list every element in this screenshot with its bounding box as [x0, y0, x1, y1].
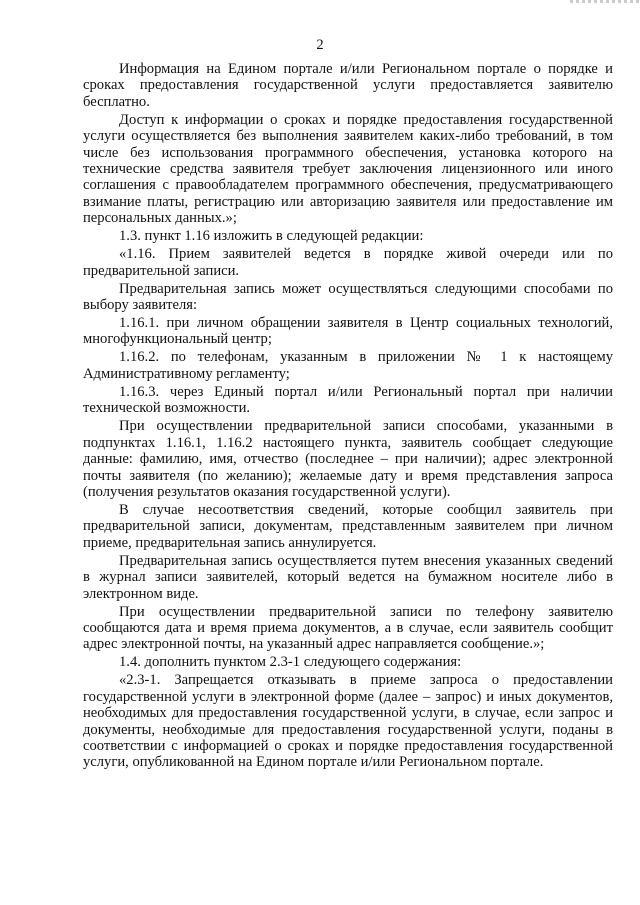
- paragraph-item-1-3: 1.3. пункт 1.16 изложить в следующей редакции:: [119, 228, 424, 245]
- paragraph-item-2-3-1: «2.3-1. Запрещается отказывать в приеме запроса о предоставлении государственной услуги в электронной форме (далее – запрос) и иных документов, необходимых для предоставления государственной услуги, в случае, если запрос и документы, необходимые для предоставления государственной услуги, поданы в соответствии с информацией о сроках и порядке предоставления государственной услуги, опубликованной на Едином портале и/или Региональном портале.: [83, 672, 613, 771]
- paragraph-item-1-16-2: 1.16.2. по телефонам, указанным в приложении № 1 к настоящему Административному регламенту;: [83, 349, 613, 382]
- paragraph-item-1-16-1: 1.16.1. при личном обращении заявителя в Центр социальных технологий, многофункциональный центр;: [83, 315, 613, 348]
- scan-edge-mark: [570, 0, 640, 3]
- paragraph-journal: Предварительная запись осуществляется путем внесения указанных сведений в журнал записи заявителей, который ведется на бумажном носителе либо в электронном виде.: [83, 552, 613, 602]
- paragraph-pre-registration-methods: Предварительная запись может осуществляться следующими способами по выбору заявителя:: [83, 280, 613, 314]
- paragraph-portal-info: Информация на Едином портале и/или Региональном портале о порядке и сроках предоставления государственной услуги предоставляется заявителю бесплатно.: [83, 61, 613, 110]
- paragraph-phone-registration: При осуществлении предварительной записи по телефону заявителю сообщаются дата и время приема документов, а в случае, если заявитель сообщит адрес электронной почты, на указанный адрес направляется сообщение.»;: [83, 603, 613, 653]
- paragraph-item-1-16: «1.16. Прием заявителей ведется в порядке живой очереди или по предварительной записи.: [83, 246, 613, 279]
- paragraph-data-provided: При осуществлении предварительной записи способами, указанными в подпунктах 1.16.1, 1.16.2 настоящего пункта, заявитель сообщает следующие данные: фамилию, имя, отчество (последнее – при наличии); адрес электронной почты заявителя (по желанию); желаемые дату и время представления запроса (получения результатов оказания государственной услуги).: [83, 418, 613, 500]
- paragraph-mismatch: В случае несоответствия сведений, которые сообщил заявитель при предварительной записи, документам, представленным заявителем при личном приеме, предварительная запись аннулируется.: [83, 501, 613, 551]
- paragraph-item-1-16-3: 1.16.3. через Единый портал и/или Региональный портал при наличии технической возможности.: [83, 383, 613, 417]
- paragraph-access-info: Доступ к информации о сроках и порядке предоставления государственной услуги осуществляется без выполнения заявителем каких-либо требований, в том числе без использования программного обеспечения, установка которого на технические средства заявителя требует заключения лицензионного или иного соглашения с правообладателем программного обеспечения, предусматривающего взимание платы, регистрацию или авторизацию заявителя или предоставление им персональных данных.»;: [83, 111, 613, 227]
- document-body: [83, 61, 613, 772]
- paragraph-item-1-4: 1.4. дополнить пунктом 2.3-1 следующего содержания:: [119, 654, 462, 671]
- page-number: 2: [316, 37, 324, 53]
